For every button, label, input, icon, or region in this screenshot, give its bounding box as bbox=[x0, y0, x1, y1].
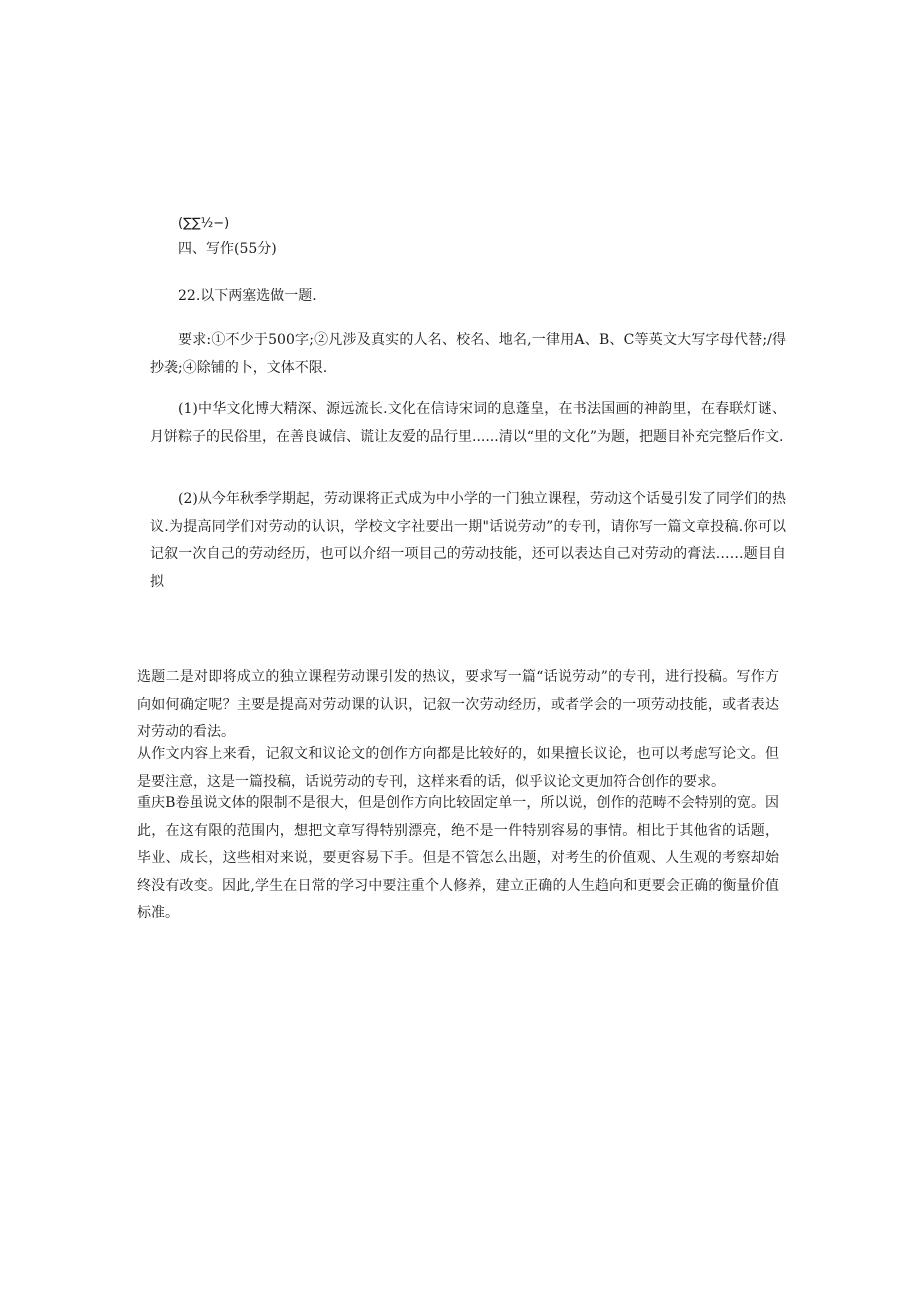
requirements-paragraph: 要求:①不少于500字;②凡涉及真实的人名、校名、地名,一律用A、B、C等英文大写字母代替;/得抄袭;④除铺的卜，文体不限. bbox=[150, 332, 786, 376]
section-heading: 四、写作(55分) bbox=[178, 241, 277, 257]
option-1-paragraph: (1)中华文化博大精深、源远流长.文化在信诗宋词的息蓬皇，在书法国画的神韵里，在春联灯谜、月饼粽子的民俗里，在善良诚信、谎让友爱的品行里......清以“里的文化”为题，把题目补充完整后作文. bbox=[150, 401, 786, 445]
question-number-line: 22.以下两塞选做一题. bbox=[178, 288, 317, 304]
analysis-paragraph-1: 选题二是对即将成立的独立课程劳动课引发的热议，要求写一篇“话说劳动”的专刊，进行投稿。写作方向如何确定呢？主要是提高对劳动课的认识，记叙一次劳动经历，或者学会的一项劳动技能，或者表达对劳动的看法。 bbox=[137, 669, 779, 740]
analysis-paragraph-3: 重庆B卷虽说文体的限制不是很大，但是创作方向比较固定单一，所以说，创作的范畴不会特别的宽。因此，在这有限的范围内，想把文章写得特别漂亮，绝不是一件特别容易的事情。相比于其他省的话题，毕业、成长，这些相对来说，要更容易下手。但是不管怎么出题，对考生的价值观、人生观的考察却始终没有改变。因此,学生在日常的学习中要注重个人修养，建立正确的人生趋向和更要会正确的衡量价值标准。 bbox=[137, 795, 779, 921]
analysis-paragraph-2: 从作文内容上来看，记叙文和议论文的创作方向都是比较好的，如果擅长议论，也可以考虑写论文。但是要注意，这是一篇投稿，话说劳动的专刊，这样来看的话，似乎议论文更加符合创作的要求。 bbox=[137, 746, 779, 790]
option-2-paragraph: (2)从今年秋季学期起，劳动课将正式成为中小学的一门独立课程，劳动这个话曼引发了同学们的热议.为提高同学们对劳动的认识，学校文字社要出一期"话说劳动”的专刊，请你写一篇文章投稿.你可以记叙一次自己的劳动经历，也可以介绍一项目己的劳动技能，还可以表达自己对劳动的膏法……题目自拟 bbox=[150, 491, 786, 590]
garbled-formula-line: (∑∑½−) bbox=[178, 216, 230, 231]
